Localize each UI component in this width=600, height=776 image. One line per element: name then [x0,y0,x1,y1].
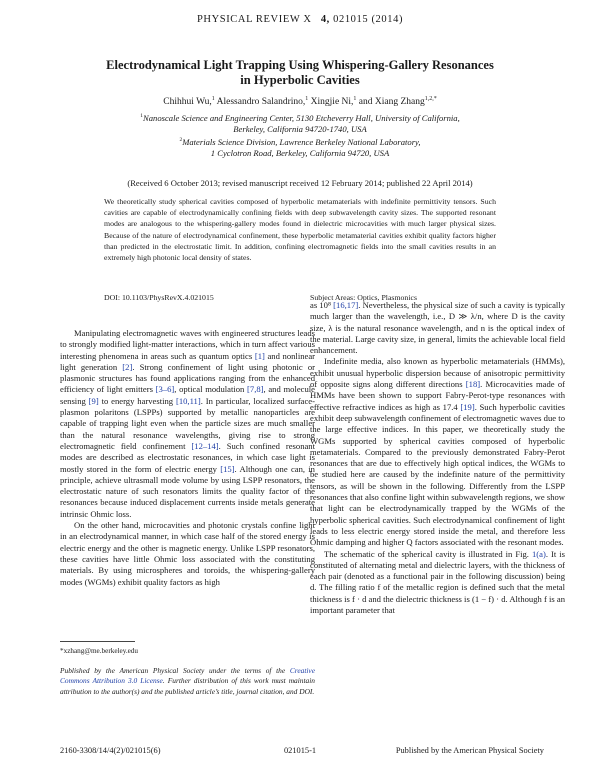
body-text: . Microcavities made of HMMs have been shown to support Fabry-Perot-type resonances with effective refractive indices as high as 17.4 [310,379,565,412]
citation-link[interactable]: [12–14] [191,440,219,451]
affiliation-1 [0,111,600,135]
citation-link[interactable]: [19] [460,401,475,412]
title-line-2: in Hyperbolic Cavities [240,73,360,87]
journal-name: PHYSICAL REVIEW X [196,14,312,25]
body-text: as 10⁸ [310,300,334,310]
paper-title [90,58,510,88]
author-affil-mark: 1 [305,96,309,102]
body-paragraph [310,549,565,617]
body-paragraph [60,328,315,520]
doi-link[interactable]: 10.1103/PhysRevX.4.021015 [121,293,214,302]
affiliation-line: Nanoscale Science and Engineering Center, 5130 Etcheverry Hall, University of California, [143,112,460,123]
citation-link[interactable]: [16,17] [333,300,359,310]
doi [104,293,214,302]
license-link[interactable]: Creative Commons Attribution 3.0 License [60,666,315,686]
author-affil-mark: 1 [353,96,357,102]
footnote-divider [60,641,135,642]
title-line-1: Electrodynamical Light Trapping Using Whispering-Gallery Resonances [106,58,494,72]
publication-note [60,666,315,697]
received-dates: (Received 6 October 2013; revised manuscript received 12 February 2014; published 22 April 2014) [127,178,473,188]
author-name: Chihhui Wu, [163,97,212,108]
body-text: . Strong confinement of light using photonic or plasmonic structures has found applications ranging from the enhanced efficiency of light emitters [60,361,315,395]
body-text: . Such confined resonant modes are described as electrostatic resonances, in which case light is mostly stored in the form of electric energy [60,440,315,474]
publication-note-text: Published by the American Physical Society under the terms of the [60,666,290,675]
page-number: 021015-1 [283,746,317,755]
body-text: . Although one can, in principle, achieve ultrasmall mode volume by using LSPP resonators, the electrostatic nature of such resonators limits the quality factor of the resonances because induced displacement currents inside metals generate intrinsic Ohmic loss. [60,463,315,519]
affiliation-mark: 2 [179,137,183,143]
affiliation-line: Berkeley, California 94720-1740, USA [233,123,367,134]
affiliation-mark: 1 [140,113,144,119]
citation-link[interactable]: [1] [254,350,265,361]
footer-publisher: Published by the American Physical Society [395,746,544,755]
citation-link[interactable]: [10,11] [175,395,201,406]
author-name: and Xiang Zhang [358,97,425,108]
author-affil-mark: 1,2,* [424,96,437,102]
author-name: Alessandro Salandrino, [216,97,306,108]
doi-label: DOI: [104,293,121,302]
author-list [0,96,600,107]
body-text: . It is constituted of alternating metal and dielectric layers, with the thickness of each pair (denoted as a functional pair in the following discussion) being d. The filling ratio f of the metallic region is defined such that the metal thickness is f · d and the dielectric thickness is (1 − f) · d. Although f is an important parameter that [310,548,565,616]
affiliation-line: 1 Cyclotron Road, Berkeley, California 94720, USA [210,147,390,158]
article-number: 021015 (2014) [333,14,404,25]
author-affil-mark: 1 [211,96,215,102]
body-paragraph [310,300,565,356]
citation-link[interactable]: [3–6] [155,384,175,395]
footer-issn: 2160-3308/14/4(2)/021015(6) [60,746,161,755]
author-name: Xingjie Ni, [310,97,354,108]
right-column [310,300,565,616]
affiliation-line: Materials Science Division, Lawrence Berkeley National Laboratory, [182,136,421,147]
body-text: . Nevertheless, the physical size of such a cavity is typically much larger than the wavelength, i.e., D ≫ λ/n, where D is the cavity size, λ is the natural resonance wavelength, and n is the optical index of the material. Large cavity size, in general, limits the achievable local field enhancement. [310,300,566,356]
affiliation-2 [0,135,600,159]
body-text: . Such hyperbolic cavities exhibit deep subwavelength confinement of electromagnetic waves due to the large effective indices. In this paper, we theoretically study the WGMs supported by spherical cavities composed of hyperbolic metamaterials. Compared to the previously demonstrated Fabry-Perot resonances that are due to effectively high optical indices, the WGMs to be studied here are caused by the indefinite nature of the permittivity tensors, as will be shown in the following. Differently from the LSPP resonances that also confine light within subwavelength regions, we show that light can be electrodynamically trapped by the WGMs of the hyperbolic spherical cavities. Such electrodynamical confinement of light leads to less electric energy stored inside the metal, and therefore less Ohmic damping and higher Q factors associated with the resonant modes. [310,401,566,548]
body-text: The schematic of the spherical cavity is illustrated in Fig. [324,548,532,559]
citation-link[interactable]: 1(a) [531,548,546,559]
abstract: We theoretically study spherical cavities composed of hyperbolic metamaterials with indefinite permittivity tensors. Such cavities are capable of electrodynamically confining fields with deep subwavelength cavity sizes. The supported resonant modes are analogous to the whispering-gallery modes found in dielectric microcavities with much larger physical sizes. Because of the nature of electrodynamical confinement, these hyperbolic metamaterial cavities exhibit quality factors higher than predicted in the electrostatic limit. In addition, confining electromagnetic fields into the small cavities results in an extremely high photonic local density of states. [104,197,496,263]
body-text: , optical modulation [174,384,248,395]
body-paragraph [60,520,315,588]
publication-note-text: . Further distribution of this work must maintain attribution to the author(s) and the published article’s title, journal citation, and DOI. [60,676,315,696]
citation-link[interactable]: [2] [122,361,133,372]
journal-volume: 4, [320,14,330,25]
body-text: Manipulating electromagnetic waves with engineered structures leads to strongly modified light-matter interactions, which in turn affect various interesting phenomena in areas such as quantum optics [60,328,315,361]
subject-areas: Subject Areas: Optics, Plasmonics [310,293,417,302]
body-text: . In particular, localized surface-plasmon polaritons (LSPPs) supported by metallic nanoparticles are capable of trapping light even when the particle sizes are much smaller than the natural resonance wavelengths, giving rise to strong electromagnetic field confinement [60,395,315,451]
citation-link[interactable]: [7,8] [247,384,264,395]
body-text: and nonlinear light generation [60,350,315,372]
body-text: to energy harvesting [98,395,176,406]
citation-link[interactable]: [18] [465,379,481,390]
corresponding-email: *xzhang@me.berkeley.edu [60,647,138,655]
body-text: On the other hand, microcavities and photonic crystals confine light in an electrodynamical manner, in which case half of the stored energy is electric energy and the other is magnetic energy. Unlike LSPP resonators, these cavities have little Ohmic loss associated with the constituting materials. By using microspheres and toroids, the whispering-gallery modes (WGMs) exhibit quality factors as high [60,520,315,587]
citation-link[interactable]: [15] [220,463,235,474]
left-column [60,328,315,588]
running-header [0,14,600,25]
citation-link[interactable]: [9] [88,395,99,406]
body-text: Indefinite media, also known as hyperbolic metamaterials (HMMs), exhibit unusual hyperbolic dispersion because of anisotropic permittivity of opposite signs along different directions [310,356,565,390]
body-paragraph [310,356,565,548]
body-text: , and molecule sensing [60,384,315,406]
